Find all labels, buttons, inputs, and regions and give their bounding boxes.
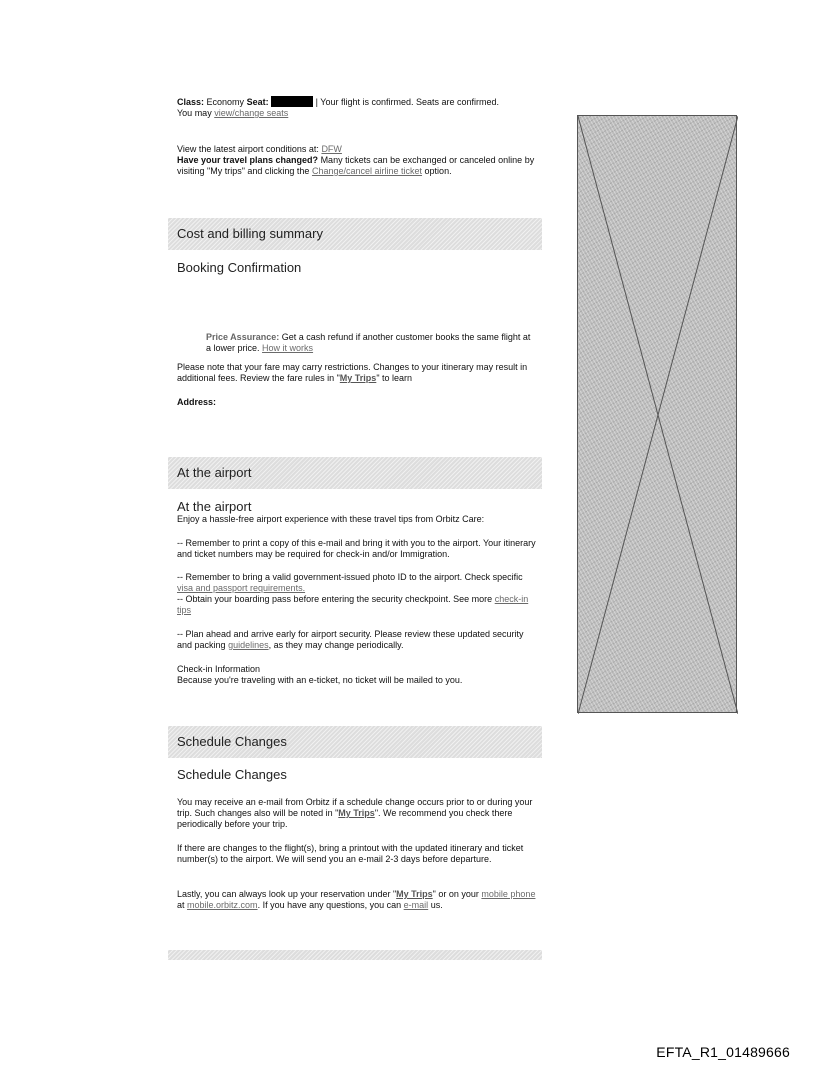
airport-section-bar	[168, 457, 542, 489]
fare-note-text: Please note that your fare may carry restrictions. Changes to your itinerary may result in additional fees. Review the fare rules in "	[177, 362, 528, 383]
bottom-divider-bar	[168, 950, 542, 960]
airport-tip-id	[177, 572, 539, 616]
redaction-box	[271, 96, 313, 107]
document-id: EFTA_R1_01489666	[656, 1044, 790, 1060]
schedule-para-1	[177, 797, 539, 830]
visa-passport-link[interactable]: visa and passport requirements.	[177, 582, 306, 593]
price-assurance-text: Get a cash refund if another customer books the same flight at a lower price.	[206, 332, 531, 353]
change-cancel-link[interactable]: Change/cancel airline ticket	[311, 165, 423, 176]
plans-changed-heading: Have your travel plans changed?	[177, 154, 319, 165]
schedule-para1-text: You may receive an e-mail from Orbitz if a schedule change occurs prior to or during your trip. Such changes also will be noted in "	[177, 797, 533, 818]
airport-conditions-text: View the latest airport conditions at:	[177, 144, 319, 154]
may-text: You may	[177, 107, 212, 118]
airport-intro: Enjoy a hassle-free airport experience with these travel tips from Orbitz Care:	[177, 514, 485, 524]
plans-changed-text: Many tickets can be exchanged or canceled online by visiting "My trips" and clicking the	[177, 154, 535, 176]
checkin-info-text: Because you're traveling with an e-ticket, no ticket will be mailed to you.	[177, 674, 463, 685]
mobile-site-link[interactable]: mobile.orbitz.com	[187, 899, 258, 910]
confirmed-text: | Your flight is confirmed. Seats are confirmed.	[315, 97, 500, 107]
how-it-works-link[interactable]: How it works	[262, 342, 314, 353]
checkin-info-title: Check-in Information	[177, 664, 261, 674]
airport-conditions	[177, 144, 539, 177]
address-label-text: Address:	[177, 397, 217, 407]
tip-id-text: -- Remember to bring a valid government-issued photo ID to the airport. Check specific	[177, 572, 523, 582]
tip-security-end: , as they may change periodically.	[268, 639, 404, 650]
cost-section-title: Cost and billing summary	[177, 226, 323, 242]
airport-section-title: At the airport	[177, 465, 252, 481]
airport-tip-security	[177, 629, 539, 651]
schedule-my-trips-link-2[interactable]: My Trips	[396, 889, 433, 899]
schedule-section-title: Schedule Changes	[177, 734, 287, 750]
at-text: at	[177, 899, 185, 910]
seat-label: Seat:	[246, 97, 269, 107]
schedule-heading: Schedule Changes	[177, 767, 287, 782]
class-value: Economy	[206, 97, 245, 107]
price-assurance	[206, 332, 532, 354]
checkin-info	[177, 664, 539, 686]
my-trips-link[interactable]: My Trips	[339, 372, 377, 383]
view-change-seats-link[interactable]: view/change seats	[214, 107, 289, 118]
airport-link[interactable]: DFW	[321, 144, 342, 154]
price-assurance-label: Price Assurance:	[206, 332, 280, 342]
flight-class-seat	[177, 96, 539, 119]
schedule-my-trips-link[interactable]: My Trips	[338, 807, 375, 818]
fare-note	[177, 362, 539, 384]
schedule-para-3	[177, 889, 539, 911]
tip-security-text: -- Plan ahead and arrive early for airport security. Please review these updated security and packing	[177, 629, 524, 650]
cost-section-bar	[168, 218, 542, 250]
us-text: us.	[430, 899, 443, 910]
class-label: Class:	[177, 97, 205, 107]
schedule-para3-mid: " or on your	[432, 889, 479, 899]
address-label	[177, 397, 539, 408]
guidelines-link[interactable]: guidelines	[228, 639, 269, 650]
fare-note-end: " to learn	[376, 372, 413, 383]
option-text: option.	[424, 165, 452, 176]
airport-tip-print: -- Remember to print a copy of this e-mail and bring it with you to the airport. Your itinerary and ticket numbers may be required for check-in and/or Immigration.	[177, 538, 536, 559]
schedule-para1-end: ". We recommend you check there periodically before your trip.	[177, 807, 513, 829]
schedule-para3-tail: . If you have any questions, you can	[257, 899, 402, 910]
checkin-tips-link[interactable]: check-in tips	[177, 593, 529, 615]
airport-heading: At the airport	[177, 499, 252, 514]
booking-confirmation-heading: Booking Confirmation	[177, 260, 302, 275]
schedule-para3-text: Lastly, you can always look up your reservation under "	[177, 889, 397, 899]
image-placeholder	[577, 115, 737, 713]
placeholder-cross-icon	[578, 116, 738, 714]
schedule-para-2: If there are changes to the flight(s), bring a printout with the updated itinerary and ticket number(s) to the airport. We will send you an e-mail 2-3 days before departure.	[177, 843, 524, 864]
schedule-section-bar	[168, 726, 542, 758]
mobile-phone-link[interactable]: mobile phone	[481, 889, 536, 899]
email-link[interactable]: e-mail	[403, 899, 429, 910]
tip-boarding-text: -- Obtain your boarding pass before entering the security checkpoint. See more	[177, 593, 493, 604]
